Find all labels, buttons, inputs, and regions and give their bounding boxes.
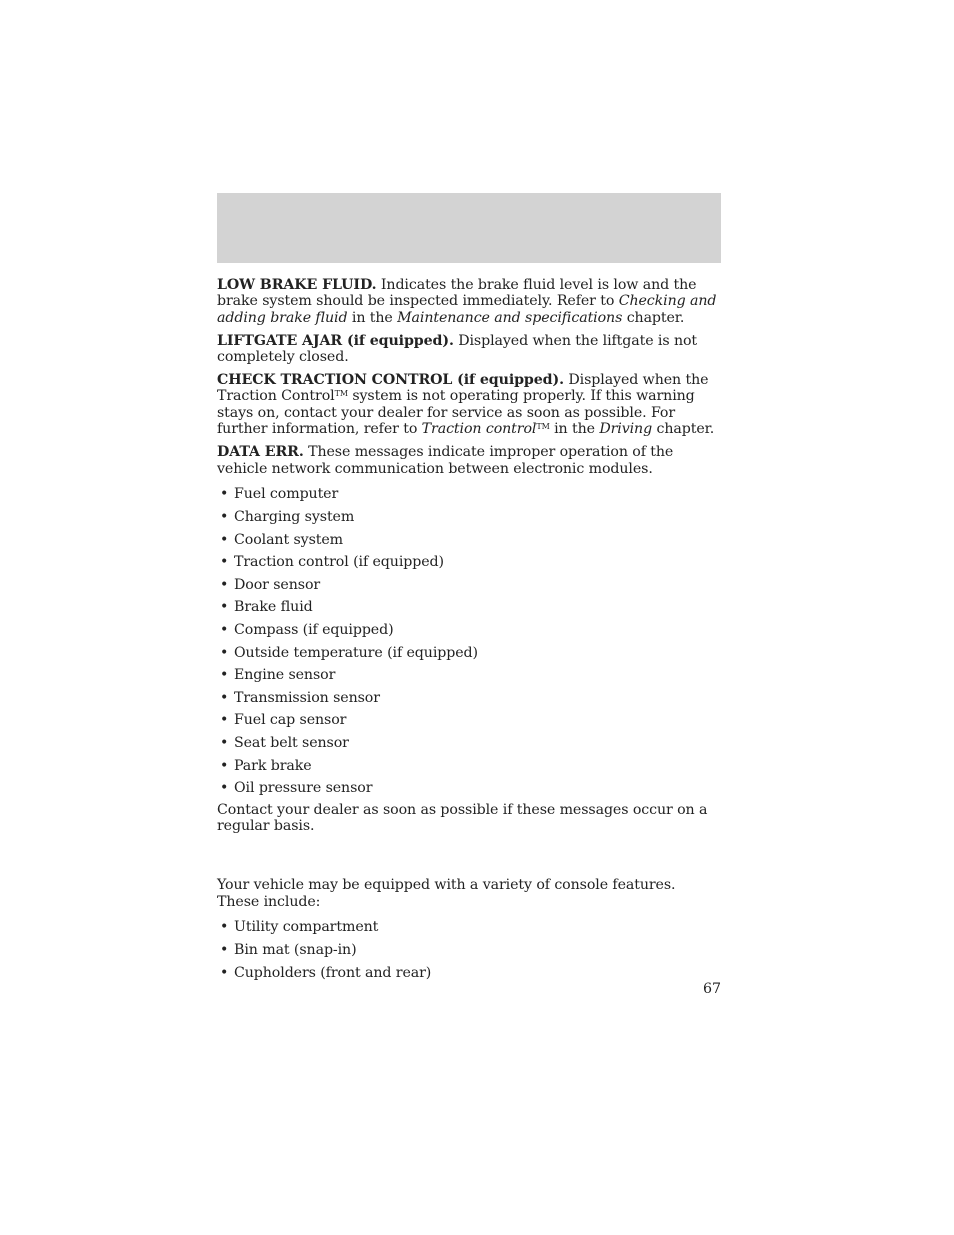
traction-control-text-3: in the — [549, 421, 600, 438]
data-err-text: These messages indicate improper operation of the vehicle network communication between electronic modules. — [217, 444, 674, 477]
list-item — [217, 506, 721, 529]
bullet-icon: • — [220, 509, 229, 526]
bullet-icon: • — [220, 622, 229, 639]
section-spacer — [217, 841, 721, 877]
check-traction-control-heading: CHECK TRACTION CONTROL (if equipped). — [217, 372, 564, 389]
data-err-paragraph — [217, 444, 721, 477]
list-item — [217, 664, 721, 687]
list-item — [217, 939, 721, 962]
bullet-icon: • — [220, 780, 229, 797]
list-item-label: Transmission sensor — [234, 689, 380, 706]
bullet-icon: • — [220, 599, 229, 616]
low-brake-fluid-paragraph — [217, 277, 721, 326]
list-item-label: Fuel cap sensor — [234, 712, 347, 729]
list-item-label: Park brake — [234, 757, 312, 774]
list-item — [217, 962, 721, 985]
low-brake-fluid-heading: LOW BRAKE FLUID. — [217, 277, 377, 293]
list-item — [217, 777, 721, 800]
driving-chapter-reference: Driving — [599, 421, 653, 438]
trademark-mark: TM — [334, 389, 348, 399]
list-item — [217, 596, 721, 619]
bullet-icon: • — [220, 486, 229, 503]
list-item-label: Door sensor — [234, 576, 321, 593]
contact-dealer-paragraph: Contact your dealer as soon as possible if these messages occur on a regular basis. — [217, 801, 708, 835]
list-item-label: Utility compartment — [234, 919, 379, 936]
list-item-label: Outside temperature (if equipped) — [234, 644, 478, 661]
bullet-icon: • — [220, 919, 229, 936]
low-brake-fluid-text-3: chapter. — [622, 309, 685, 326]
list-item-label: Seat belt sensor — [234, 735, 349, 751]
list-item-label: Bin mat (snap-in) — [234, 942, 357, 958]
bullet-icon: • — [220, 712, 229, 729]
list-item — [217, 483, 721, 506]
list-item-label: Oil pressure sensor — [234, 780, 373, 797]
bullet-icon: • — [220, 576, 229, 593]
bullet-icon: • — [220, 554, 229, 571]
list-item-label: Brake fluid — [234, 599, 313, 616]
page-number: 67 — [702, 981, 721, 997]
data-err-module-list — [217, 483, 721, 799]
liftgate-ajar-heading: LIFTGATE AJAR (if equipped). — [217, 332, 454, 349]
list-item — [217, 551, 721, 574]
bullet-icon: • — [220, 942, 229, 958]
list-item-label: Traction control (if equipped) — [234, 554, 444, 571]
console-feature-list — [217, 916, 721, 984]
traction-control-text-2: system is not operating properly. If this warning stays on, contact your dealer for service as soon as possible. For further information, refer to — [217, 388, 695, 438]
list-item-label: Charging system — [234, 509, 355, 526]
console-intro-paragraph: Your vehicle may be equipped with a variety of console features. These include: — [217, 877, 676, 910]
traction-control-text: Displayed when the Traction Control — [217, 372, 709, 405]
bullet-icon: • — [220, 735, 229, 751]
list-item-label: Cupholders (front and rear) — [234, 964, 432, 981]
list-item — [217, 732, 721, 755]
list-item — [217, 709, 721, 732]
low-brake-fluid-text-2: in the — [347, 309, 398, 326]
list-item — [217, 529, 721, 552]
brake-fluid-reference: Checking and adding brake fluid — [217, 293, 717, 326]
traction-control-text-4: chapter. — [652, 421, 715, 438]
bullet-icon: • — [220, 964, 229, 981]
list-item — [217, 916, 721, 939]
trademark-mark-2: TM — [536, 422, 550, 432]
page-content — [217, 277, 721, 984]
data-err-heading: DATA ERR. — [217, 444, 304, 461]
liftgate-ajar-paragraph — [217, 333, 721, 366]
list-item — [217, 619, 721, 642]
list-item — [217, 642, 721, 665]
list-item — [217, 755, 721, 778]
bullet-icon: • — [220, 667, 229, 684]
list-item — [217, 687, 721, 710]
low-brake-fluid-text: Indicates the brake fluid level is low and the brake system should be inspected immediately. Refer to — [217, 277, 697, 310]
header-band — [217, 193, 721, 263]
list-item-label: Fuel computer — [234, 486, 339, 503]
list-item-label: Engine sensor — [234, 667, 336, 684]
bullet-icon: • — [220, 689, 229, 706]
bullet-icon: • — [220, 757, 229, 774]
check-traction-control-paragraph — [217, 372, 721, 438]
list-item — [217, 574, 721, 597]
list-item-label: Compass (if equipped) — [234, 622, 394, 639]
traction-control-reference: Traction control — [421, 421, 537, 438]
maintenance-chapter-reference: Maintenance and specifications — [397, 309, 623, 326]
liftgate-ajar-text: Displayed when the liftgate is not completely closed. — [217, 332, 698, 366]
bullet-icon: • — [220, 531, 229, 548]
list-item-label: Coolant system — [234, 531, 344, 548]
bullet-icon: • — [220, 644, 229, 661]
